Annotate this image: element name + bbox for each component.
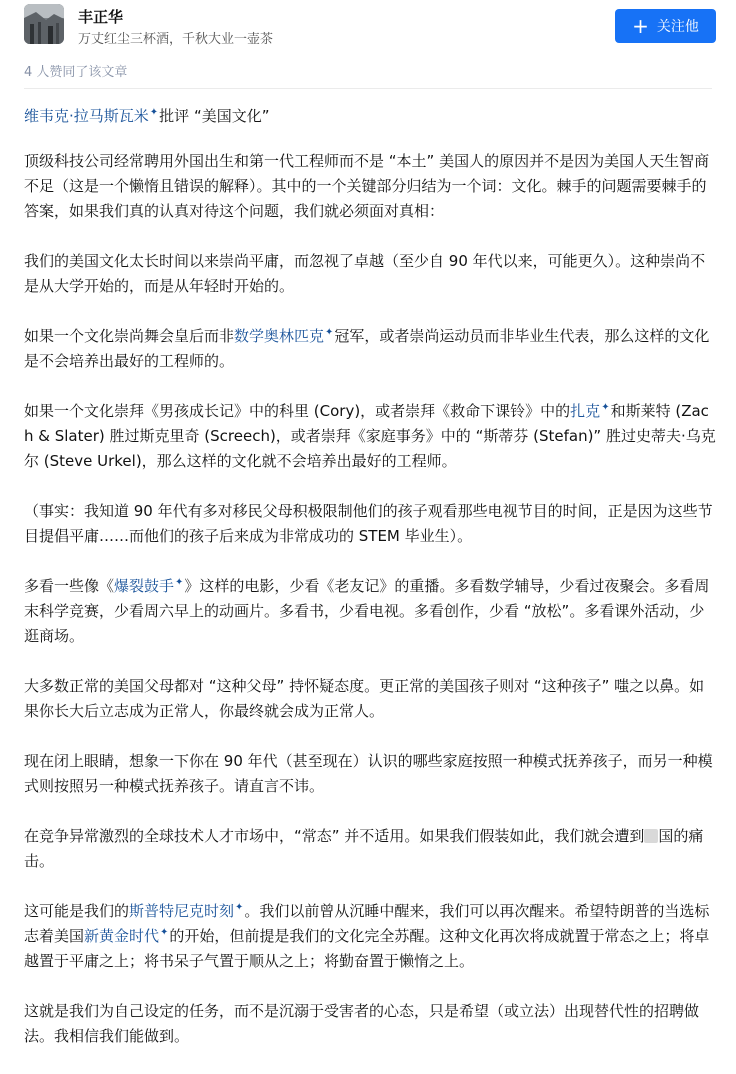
- article-paragraph: 顶级科技公司经常聘用外国出生和第一代工程师而不是 “本土” 美国人的原因并不是因为美国人天生智商不足（这是一个懒惰且错误的解释）。其中的一个关键部分归结为一个词：文化。棘手的问题需要棘手的答案，如果我们真的认真对待这个问题，我们就必须面对真相：: [24, 152, 710, 220]
- article-paragraph: 大多数正常的美国父母都对 “这种父母” 持怀疑态度。更正常的美国孩子则对 “这种孩子” 嗤之以鼻。如果你长大后立志成为正常人，你最终就会成为正常人。: [24, 677, 705, 720]
- spark-icon: ✦: [235, 902, 244, 913]
- paragraph-text: 在竞争异常激烈的全球技术人才市场中，“常态” 并不适用。如果我们假装如此，我们就会遭到: [24, 827, 645, 845]
- spark-icon: ✦: [149, 107, 159, 118]
- avatar-image: [24, 4, 64, 44]
- paragraph-text: 批评 “美国文化”: [159, 107, 270, 125]
- paragraph-text: 多看一些像《: [24, 577, 115, 595]
- paragraph-text: 的开始，但前提是我们的文化完全苏醒。这种文化再次将成就置于常态之上；将卓越置于平庸之上；将书呆子气置于顺从之上；将勤奋置于懒惰之上。: [24, 927, 710, 970]
- follow-button[interactable]: [615, 9, 716, 43]
- author-name[interactable]: 丰正华: [78, 8, 124, 26]
- topic-link[interactable]: 扎克: [570, 402, 601, 420]
- article-paragraph: [24, 899, 716, 974]
- spark-icon: ✦: [325, 327, 334, 338]
- article-paragraph: 现在闭上眼睛，想象一下你在 90 年代（甚至现在）认识的哪些家庭按照一种模式抚养孩子，而另一种模式则按照另一种模式抚养孩子。请直言不讳。: [24, 752, 713, 795]
- spark-icon: ✦: [160, 927, 169, 938]
- article-body: [24, 104, 716, 1074]
- topic-link[interactable]: 维韦克·拉马斯瓦米: [24, 107, 149, 125]
- paragraph-text: 国的痛击。: [24, 827, 704, 870]
- paragraph-text: 和斯莱特 (Zach & Slater) 胜过斯克里奇 (Screech)，或者崇拜《家庭事务》中的 “斯蒂芬 (Stefan)” 胜过史蒂夫·乌克尔 (Steve Urkel)，那么这样的文化就不会培养出最好的工程师。: [24, 402, 716, 470]
- author-bio: 万丈红尘三杯酒，千秋大业一壶茶: [78, 32, 274, 47]
- divider: [24, 88, 712, 89]
- spark-icon: ✦: [175, 577, 184, 588]
- article-paragraph: [24, 324, 716, 374]
- article-paragraph: [24, 574, 716, 649]
- paragraph-text: 这可能是我们的: [24, 902, 130, 920]
- follow-button-label: 关注他: [656, 19, 699, 35]
- plus-icon: +: [632, 14, 649, 38]
- likes-count: 4 人赞同了该文章: [24, 65, 128, 80]
- article-paragraph: [24, 824, 716, 874]
- article-paragraph: 这就是我们为自己设定的任务，而不是沉溺于受害者的心态，只是希望（或立法）出现替代性的招聘做法。我相信我们能做到。: [24, 1002, 700, 1045]
- topic-link[interactable]: 数学奥林匹克: [234, 327, 325, 345]
- paragraph-text: 。我们以前曾从沉睡中醒来，我们可以再次醒来。希望特朗普的当选标志着美国: [24, 902, 710, 945]
- avatar[interactable]: [24, 4, 64, 44]
- paragraph-text: 如果一个文化崇尚舞会皇后而非: [24, 327, 235, 345]
- article-paragraph: [24, 104, 716, 129]
- redacted-mark: [644, 829, 658, 843]
- paragraph-text: 冠军，或者崇尚运动员而非毕业生代表，那么这样的文化是不会培养出最好的工程师的。: [24, 327, 710, 370]
- topic-link[interactable]: 新黄金时代: [84, 927, 160, 945]
- spark-icon: ✦: [601, 402, 610, 413]
- article-paragraph: [24, 399, 716, 474]
- article-paragraph: （事实：我知道 90 年代有多对移民父母积极限制他们的孩子观看那些电视节目的时间，正是因为这些节目提倡平庸……而他们的孩子后来成为非常成功的 STEM 毕业生）。: [24, 502, 713, 545]
- topic-link[interactable]: 爆裂鼓手: [114, 577, 175, 595]
- article-author-header: [0, 0, 736, 56]
- topic-link[interactable]: 斯普特尼克时刻: [129, 902, 235, 920]
- paragraph-text: 》这样的电影，少看《老友记》的重播。多看数学辅导，少看过夜聚会。多看周末科学竞赛，少看周六早上的动画片。多看书，少看电视。多看创作，少看 “放松”。多看课外活动，少逛商场。: [24, 577, 710, 645]
- article-paragraph: 我们的美国文化太长时间以来崇尚平庸，而忽视了卓越（至少自 90 年代以来，可能更久）。这种崇尚不是从大学开始的，而是从年轻时开始的。: [24, 252, 706, 295]
- paragraph-text: 如果一个文化崇拜《男孩成长记》中的科里 (Cory)，或者崇拜《救命下课铃》中的: [24, 402, 571, 420]
